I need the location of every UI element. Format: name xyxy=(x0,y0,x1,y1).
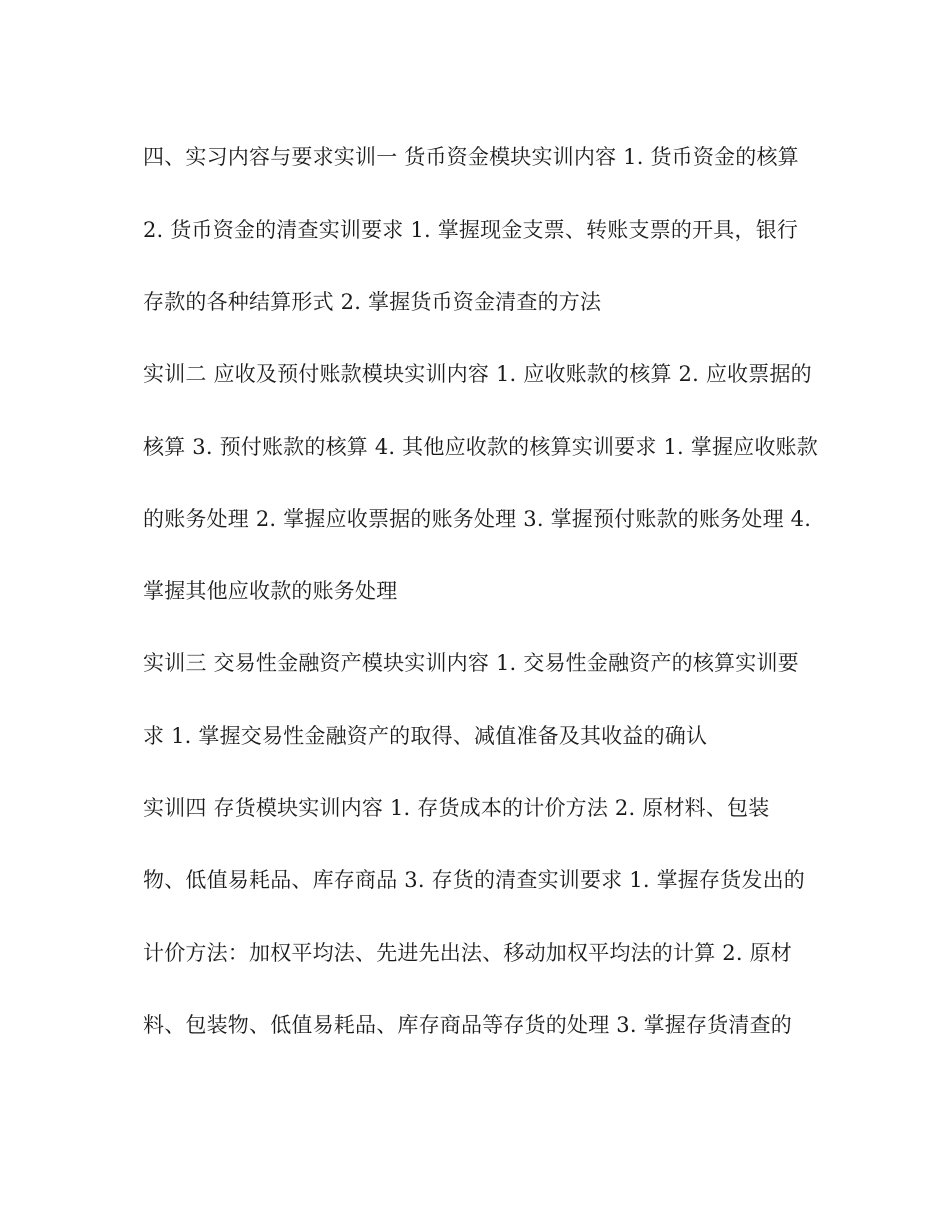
text-line: 实训四 存货模块实训内容 1. 存货成本的计价方法 2. 原材料、包装 xyxy=(143,796,770,820)
text-line: 核算 3. 预付账款的核算 4. 其他应收款的核算实训要求 1. 掌握应收账款 xyxy=(143,435,818,459)
text-line: 的账务处理 2. 掌握应收票据的账务处理 3. 掌握预付账款的账务处理 4. xyxy=(143,507,812,531)
text-line: 掌握其他应收款的账务处理 xyxy=(143,579,398,603)
text-line: 实训三 交易性金融资产模块实训内容 1. 交易性金融资产的核算实训要 xyxy=(143,651,799,675)
text-line: 存款的各种结算形式 2. 掌握货币资金清查的方法 xyxy=(143,290,602,314)
text-line: 2. 货币资金的清查实训要求 1. 掌握现金支票、转账支票的开具，银行 xyxy=(143,218,799,242)
text-line: 物、低值易耗品、库存商品 3. 存货的清查实训要求 1. 掌握存货发出的 xyxy=(143,868,805,892)
text-line: 料、包装物、低值易耗品、库存商品等存货的处理 3. 掌握存货清查的 xyxy=(143,1013,792,1037)
text-line: 计价方法：加权平均法、先进先出法、移动加权平均法的计算 2. 原材 xyxy=(143,941,792,965)
text-line: 求 1. 掌握交易性金融资产的取得、减值准备及其收益的确认 xyxy=(143,724,708,748)
text-line: 四、实习内容与要求实训一 货币资金模块实训内容 1. 货币资金的核算 xyxy=(143,145,799,169)
text-line: 实训二 应收及预付账款模块实训内容 1. 应收账款的核算 2. 应收票据的 xyxy=(143,362,812,386)
